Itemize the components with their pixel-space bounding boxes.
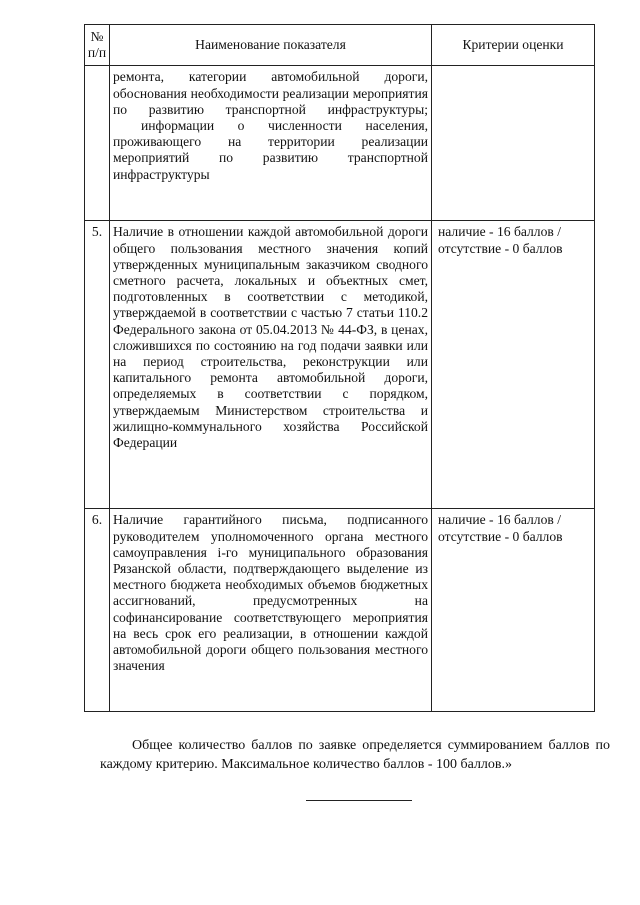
- indicator-paragraph: ремонта, категории автомобильной дороги, обоснования необходимости реализации мероприятия по развитию транспортной инфраструктуры;: [113, 69, 428, 117]
- criteria-present: наличие - 16 баллов /: [438, 224, 561, 240]
- criteria-cell: [432, 509, 595, 712]
- indicator-paragraph: информации о численности населения, проживающего на территории реализации мероприятий по развитию транспортной инфраструктуры: [113, 118, 428, 182]
- indicator-text: [110, 66, 432, 221]
- criteria-absent: отсутствие - 0 баллов: [438, 528, 563, 544]
- indicator-text: [110, 509, 432, 712]
- closing-line: [306, 800, 412, 801]
- criteria-table: [84, 24, 595, 712]
- criteria-cell: [432, 221, 595, 509]
- indicator-paragraph: Наличие в отношении каждой автомобильной дороги общего пользования местного значения копий утвержденных муниципальным заказчиком сводного сметного расчета, локальных и объектных смет, подготовленных в соответствии с методикой, утверждаемой в соответствии с частью 7 статьи 110.2 Федерального закона от 05.04.2013 № 44-ФЗ, в ценах, сложившихся по состоянию на год подачи заявки или на период строительства, реконструкции или капитального ремонта автомобильной дороги, определяемых в соответствии с порядком, утверждаемым Министерством строительства и жилищно-коммунального хозяйства Российской Федерации: [113, 224, 428, 451]
- summary-text: Общее количество баллов по заявке определяется суммированием баллов по каждому критерию. Максимальное количество баллов - 100 баллов.»: [100, 738, 610, 772]
- criteria-present: наличие - 16 баллов /: [438, 512, 561, 528]
- row-number: 6.: [85, 509, 110, 712]
- table-row: [85, 221, 595, 509]
- indicator-paragraph: Наличие гарантийного письма, подписанного руководителем уполномоченного органа местного самоуправления i-го муниципального образования Рязанской области, подтверждающего выделение из местного бюджета необходимых объемов бюджетных ассигнований, предусмотренных на софинансирование соответствующего мероприятия на весь срок его реализации, в отношении каждой автомобильной дороги общего пользования местного значения: [113, 512, 428, 674]
- summary-paragraph: [100, 736, 610, 774]
- header-indicator-name: Наименование показателя: [110, 25, 432, 66]
- table-header-row: [85, 25, 595, 66]
- header-number: № п/п: [85, 25, 110, 66]
- criteria-absent: отсутствие - 0 баллов: [438, 240, 563, 256]
- row-number: 5.: [85, 221, 110, 509]
- table-row: [85, 66, 595, 221]
- header-criteria: Критерии оценки: [432, 25, 595, 66]
- indicator-text: [110, 221, 432, 509]
- table-row: [85, 509, 595, 712]
- row-number: [85, 66, 110, 221]
- criteria-cell: [432, 66, 595, 221]
